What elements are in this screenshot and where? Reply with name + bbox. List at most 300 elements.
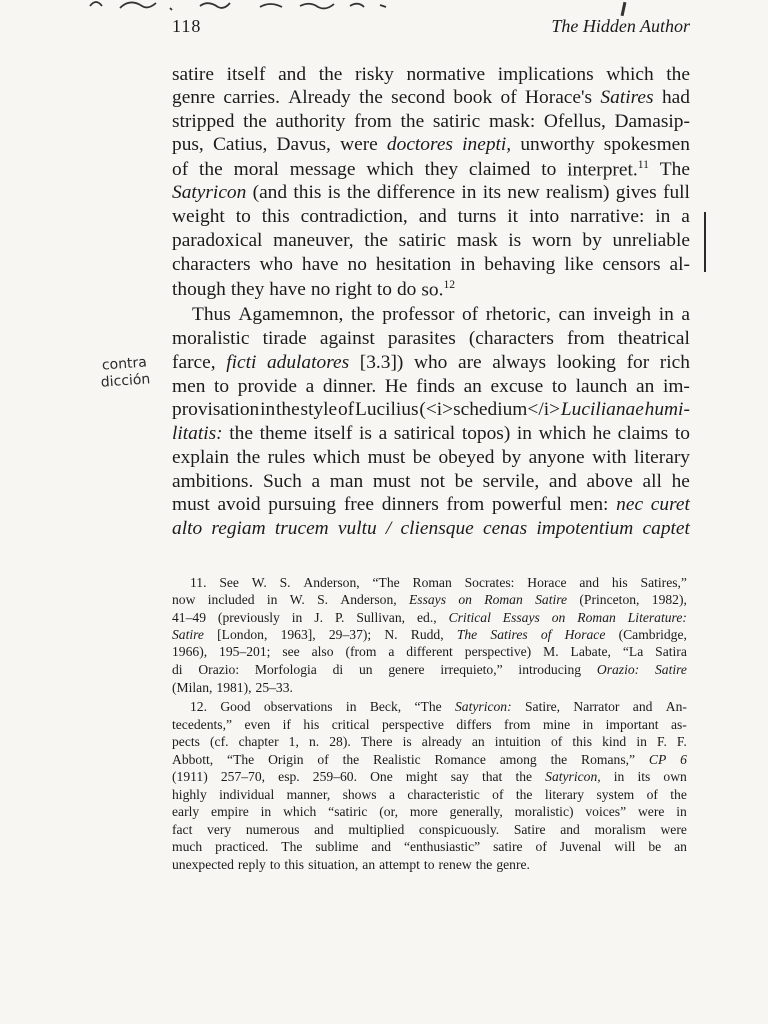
word: on <box>551 610 566 625</box>
word: 1981), <box>216 680 252 695</box>
word: can <box>558 304 586 325</box>
word: “The <box>414 699 442 714</box>
body-line <box>172 182 690 206</box>
word: Satyricon: <box>455 699 512 714</box>
word: paradoxical <box>172 230 263 251</box>
word: to <box>376 279 392 301</box>
word: nec <box>616 494 644 515</box>
word: Anderson, <box>340 592 397 607</box>
word: against <box>319 328 375 349</box>
word: and <box>418 206 447 227</box>
word: in <box>461 182 477 203</box>
word: and <box>278 64 307 85</box>
word: cenas <box>482 518 528 539</box>
word: 25–33. <box>255 680 293 695</box>
word: Satires <box>490 627 528 642</box>
word: turns <box>457 206 497 227</box>
word: to <box>214 376 230 397</box>
word: 41–49 <box>172 610 206 625</box>
word: are <box>457 352 482 373</box>
word: do <box>396 279 417 301</box>
word: claims <box>617 423 669 444</box>
word: the <box>359 87 383 108</box>
word: voices” <box>585 804 627 819</box>
word: 6 <box>680 752 687 767</box>
word: (cf. <box>210 734 229 749</box>
word: F. <box>676 734 687 749</box>
word: the <box>346 182 371 203</box>
word: a <box>388 644 395 659</box>
word: Satyricon <box>172 182 247 203</box>
word: who <box>413 352 448 373</box>
margin-annotation <box>85 353 165 392</box>
word: a <box>378 423 388 444</box>
word: to <box>541 159 557 181</box>
word: Labate, <box>570 644 611 659</box>
word: must <box>367 447 406 468</box>
word: theatrical <box>617 328 690 349</box>
word: The <box>281 839 303 854</box>
word: Horace <box>527 575 567 590</box>
word: who <box>259 254 293 275</box>
word: esp. <box>278 769 300 784</box>
word: in <box>655 206 671 227</box>
word: Horace's <box>525 87 593 108</box>
word: (Princeton, <box>579 592 640 607</box>
word: had <box>661 87 690 108</box>
word: satiric <box>398 230 447 251</box>
word: Horace <box>564 627 606 642</box>
word: fact <box>172 822 193 837</box>
word: perspective) <box>464 644 532 659</box>
word: hesitation <box>375 254 452 275</box>
word: might <box>405 769 438 784</box>
word: Morfologia <box>254 662 317 677</box>
word: all <box>642 471 662 492</box>
word: 1, <box>288 734 299 749</box>
word: the <box>550 752 568 767</box>
word: were <box>660 822 687 837</box>
body-line <box>172 111 690 135</box>
word: generally, <box>449 804 503 819</box>
word: W. <box>251 575 267 590</box>
word: humi- <box>644 399 690 420</box>
word: men: <box>569 494 609 515</box>
word: CP <box>648 752 667 767</box>
word: now <box>172 592 196 607</box>
word: Good <box>220 699 251 714</box>
word: this <box>284 857 305 872</box>
word: trucem <box>274 518 329 539</box>
word: satiric <box>432 111 481 132</box>
word: ficti <box>226 352 257 373</box>
word: Anderson, <box>303 575 360 590</box>
word: in <box>516 423 533 444</box>
word: numerous <box>245 822 300 837</box>
word: different <box>406 644 453 659</box>
word: will <box>614 839 636 854</box>
word: the <box>350 304 375 325</box>
word: servile, <box>482 471 540 492</box>
word: he <box>671 471 690 492</box>
word: adulatores <box>266 352 350 373</box>
word: this <box>293 182 322 203</box>
footnote-line <box>190 575 687 592</box>
word: he <box>592 423 611 444</box>
word: N. <box>384 627 398 642</box>
word: the <box>342 752 360 767</box>
word: the <box>515 769 533 784</box>
word: in <box>636 734 647 749</box>
word: so.$^{12}$ <box>421 278 456 301</box>
word: S. <box>317 592 329 607</box>
word: differs <box>456 717 492 732</box>
word: even <box>244 717 271 732</box>
word: the <box>199 159 223 181</box>
running-title: The Hidden Author <box>551 16 690 36</box>
word: multiplied <box>348 822 405 837</box>
word: of <box>500 87 517 108</box>
body-line <box>172 64 690 88</box>
word: Critical <box>448 610 491 625</box>
word: is <box>359 423 372 444</box>
word: second <box>391 87 446 108</box>
word: mask: <box>488 111 536 132</box>
word: kind <box>602 734 627 749</box>
word: is <box>402 734 412 749</box>
word: Agamemnon, <box>238 304 344 325</box>
word: stripped <box>172 111 235 132</box>
word: if <box>282 717 291 732</box>
word: the <box>515 787 533 802</box>
word: Satira <box>655 644 687 659</box>
body-line <box>172 518 690 542</box>
word: risky <box>355 64 394 85</box>
word: (characters <box>468 328 554 349</box>
word: irrequieto,” <box>440 662 503 677</box>
word: the <box>318 64 343 85</box>
word: professor <box>382 304 455 325</box>
word: doctores <box>386 134 453 155</box>
word: and <box>560 822 580 837</box>
word: im- <box>662 376 690 397</box>
word: Satires,” <box>640 575 687 590</box>
word: to <box>674 423 690 444</box>
word: individual <box>219 787 275 802</box>
word: to <box>235 206 251 227</box>
word: regiam <box>211 518 266 539</box>
word: manner, <box>286 787 331 802</box>
word: Narrator <box>573 699 620 714</box>
word: by <box>501 447 522 468</box>
word: inepti, <box>462 134 512 155</box>
word: moralistic <box>172 328 250 349</box>
word: (or, <box>379 804 398 819</box>
word: characters <box>172 254 251 275</box>
word: renew <box>438 857 472 872</box>
word: behaving <box>484 254 556 275</box>
word: a <box>311 471 321 492</box>
word: 259–60. <box>312 769 357 784</box>
word: maneuver, <box>273 230 354 251</box>
word: that <box>481 769 503 784</box>
body-line <box>172 352 690 376</box>
word: Satire, <box>524 699 561 714</box>
word: (Cambridge, <box>618 627 687 642</box>
word: already <box>421 734 462 749</box>
word: situation, <box>308 857 359 872</box>
word: the <box>670 787 687 802</box>
word: literary <box>544 787 585 802</box>
word: into <box>528 206 560 227</box>
word: be <box>454 471 473 492</box>
footnote-line <box>172 662 687 679</box>
word: have <box>301 254 339 275</box>
word: Such <box>263 471 302 492</box>
word: by <box>582 230 602 251</box>
word: captet <box>642 518 690 539</box>
word: a <box>681 206 690 227</box>
word: al- <box>669 254 690 275</box>
pen-tick-mark <box>621 2 627 16</box>
word: 257–70, <box>220 769 266 784</box>
word: satire <box>172 64 214 85</box>
word: in <box>260 804 272 819</box>
word: “satiric <box>328 804 368 819</box>
word: itself <box>226 64 266 85</box>
word: no <box>310 279 331 301</box>
word: style <box>300 399 338 420</box>
word: explain <box>172 447 230 468</box>
word: which <box>606 64 654 85</box>
word: intuition <box>494 734 541 749</box>
word: observations <box>263 699 333 714</box>
footnote-line <box>172 787 687 804</box>
word: (and <box>252 182 288 203</box>
body-line <box>172 158 690 182</box>
word: rhetoric, <box>485 304 551 325</box>
margin-annotation-line: contra <box>101 354 148 374</box>
footnote-line <box>172 857 687 874</box>
word: in <box>676 804 687 819</box>
word: normative <box>406 64 486 85</box>
word: as- <box>670 717 687 732</box>
word: 1982), <box>651 592 687 607</box>
word: 28). <box>329 734 351 749</box>
word: obeyed <box>438 447 495 468</box>
word: Abbott, <box>172 752 214 767</box>
word: itself <box>313 423 353 444</box>
word: the <box>276 399 300 420</box>
word: pursuing <box>268 494 337 515</box>
word: attempt <box>379 857 420 872</box>
word: provisation <box>172 399 260 420</box>
word: “enthusiastic” <box>403 839 481 854</box>
word: (<i>schedium</i> <box>419 399 561 420</box>
word: be <box>412 447 432 468</box>
word: Already <box>288 87 351 108</box>
word: unreliable <box>612 230 690 251</box>
word: introducing <box>518 662 582 677</box>
word: Lucilianae <box>560 399 644 420</box>
word: always <box>492 352 547 373</box>
word: curet <box>650 494 690 515</box>
body-line <box>172 87 690 111</box>
word: inveigh <box>592 304 652 325</box>
word: with <box>592 447 627 468</box>
word: critical <box>331 717 370 732</box>
word: genere <box>388 662 425 677</box>
body-line <box>172 447 690 471</box>
word: Realistic <box>373 752 421 767</box>
word: right <box>335 279 372 301</box>
word: The <box>456 627 478 642</box>
word: implications <box>497 64 594 85</box>
word: F. <box>656 734 667 749</box>
word: of <box>646 787 658 802</box>
word: pus, <box>172 134 204 155</box>
word: in <box>582 717 594 732</box>
word: for <box>626 352 650 373</box>
word: it <box>507 206 519 227</box>
word: of <box>317 752 329 767</box>
word: an <box>635 376 655 397</box>
word: reply <box>237 857 266 872</box>
word: among <box>499 752 537 767</box>
word: Lucilius <box>354 399 419 420</box>
word: to <box>423 857 435 872</box>
word: interpret.$^{11}$ <box>567 158 649 181</box>
word: Ofellus, <box>543 111 606 132</box>
word: book <box>453 87 493 108</box>
word: were <box>637 804 665 819</box>
word: moral <box>233 159 279 181</box>
footnote-line <box>172 822 687 839</box>
word: also <box>311 644 334 659</box>
word: like <box>564 254 594 275</box>
word: tecedents,” <box>172 717 233 732</box>
handwritten-scribble-top <box>80 0 400 12</box>
word: anyone <box>528 447 585 468</box>
body-line <box>172 254 690 278</box>
word: which <box>366 159 414 181</box>
word: Satire <box>172 627 204 642</box>
word: and <box>632 699 653 714</box>
word: spokesmen <box>603 134 690 155</box>
body-line <box>172 230 690 254</box>
word: W. <box>289 592 305 607</box>
word: J. <box>314 610 323 625</box>
word: highly <box>172 787 207 802</box>
word: of <box>172 159 189 181</box>
word: vultu <box>337 518 377 539</box>
word: provide <box>237 376 297 397</box>
word: ambitions. <box>172 471 254 492</box>
word: P. <box>334 610 345 625</box>
word: and <box>314 822 334 837</box>
word: excuse <box>490 376 544 397</box>
word: 11. <box>190 575 207 590</box>
word: from <box>504 717 531 732</box>
word: Origin <box>268 752 304 767</box>
word: to <box>269 857 281 872</box>
word: new <box>507 182 540 203</box>
word: the <box>236 447 261 468</box>
word: 1966), <box>172 644 208 659</box>
word: Roman <box>577 610 616 625</box>
word: “La <box>622 644 644 659</box>
word: powerful <box>491 494 562 515</box>
word: realism) <box>545 182 610 203</box>
footnote-line <box>190 699 687 716</box>
word: “The <box>227 752 255 767</box>
word: mine <box>542 717 571 732</box>
word: of <box>550 734 563 749</box>
word: system <box>596 787 635 802</box>
word: un <box>358 662 373 677</box>
word: authority <box>275 111 346 132</box>
word: genre <box>172 87 216 108</box>
word: a <box>681 304 690 325</box>
word: (Milan, <box>172 680 213 695</box>
word: looking <box>556 352 616 373</box>
word: shows <box>342 787 377 802</box>
word: avoid <box>217 494 261 515</box>
word: censors <box>602 254 661 275</box>
word: n. <box>308 734 320 749</box>
word: finds <box>416 376 455 397</box>
word: weight <box>172 206 225 227</box>
word: man <box>329 471 364 492</box>
word: an <box>674 839 687 854</box>
word: 1963], <box>280 627 316 642</box>
word: in <box>291 610 303 625</box>
word: moralistic) <box>514 804 574 819</box>
word: literary <box>634 447 690 468</box>
word: of <box>492 787 504 802</box>
word: of <box>535 839 547 854</box>
word: must <box>372 471 411 492</box>
word: sublime <box>315 839 359 854</box>
word: its <box>637 769 651 784</box>
word: S. <box>279 575 291 590</box>
word: included <box>207 592 255 607</box>
footnote-line <box>172 680 687 697</box>
word: and <box>371 839 391 854</box>
word: (1911) <box>172 769 208 784</box>
word: not <box>420 471 445 492</box>
word: topos) <box>461 423 511 444</box>
body-line <box>172 471 690 495</box>
word: genre. <box>496 857 530 872</box>
word: the <box>364 230 388 251</box>
word: di <box>172 662 183 677</box>
word: gives <box>615 182 657 203</box>
word: more <box>409 804 438 819</box>
word: Davus, <box>276 134 331 155</box>
word: satirical <box>393 423 456 444</box>
word: is <box>327 182 341 203</box>
word: mask <box>456 230 498 251</box>
word: [London, <box>217 627 268 642</box>
word: Satires <box>600 87 654 108</box>
word: a <box>305 376 315 397</box>
body-line <box>172 399 690 423</box>
footnote-line <box>172 839 687 856</box>
word: on <box>458 592 472 607</box>
word: free <box>343 494 374 515</box>
word: Satire <box>513 822 546 837</box>
